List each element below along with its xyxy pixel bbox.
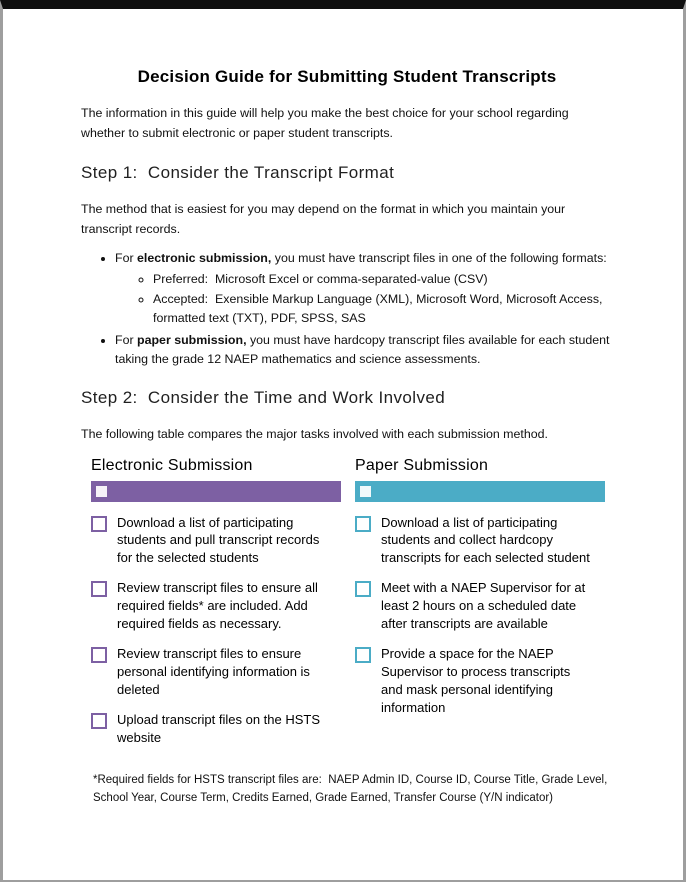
electronic-column [91,457,341,747]
paper-column [355,457,605,747]
task-item-electronic-2 [91,579,341,633]
bullet-text-rest: you must have hardcopy transcript files available for each student taking the grade 12 NAEP mathematics and science assessments. [115,332,610,366]
paper-color-bar [355,481,605,502]
checkbox-icon [355,581,371,597]
page-title: Decision Guide for Submitting Student Transcripts [137,67,557,86]
task-item-paper-2 [355,579,605,633]
task-text: Review transcript files to ensure personal identifying information is deleted [117,646,310,698]
intro-paragraph: The information in this guide will help you make the best choice for your school regarding whether to submit electronic or paper student transcripts. [81,106,569,141]
step2-heading: Step 2: Consider the Time and Work Involved [81,388,446,408]
electronic-color-bar [91,481,341,502]
bar-square-icon [96,486,107,497]
electronic-column-header: Electronic Submission [91,456,253,474]
bullet-text-bold: electronic submission, [137,251,272,266]
checkbox-icon [91,713,107,729]
task-text: Review transcript files to ensure all required fields* are included. Add required fields as necessary. [117,580,318,632]
format-bullet-list [81,249,613,368]
sub-bullet-preferred: ◦ Preferred: Microsoft Excel or comma-separated-value (CSV) [153,270,605,289]
checkbox-icon [355,516,371,532]
paper-column-header: Paper Submission [355,456,489,474]
comparison-columns [91,457,613,747]
format-sub-bullet-list [115,270,605,328]
bullet-text-prefix: For [115,332,138,347]
bullet-text-prefix: For [115,251,138,266]
sub-bullet-accepted: ◦ Accepted: Exensible Markup Language (XML), Microsoft Word, Microsoft Access, formatted text (TXT), PDF, SPSS, SAS [153,290,605,328]
checkbox-icon [91,581,107,597]
task-item-electronic-3 [91,645,341,699]
step1-heading: Step 1: Consider the Transcript Format [81,163,395,183]
checkbox-icon [355,647,371,663]
step2-intro: The following table compares the major tasks involved with each submission method. [81,427,548,442]
task-item-paper-1 [355,514,605,568]
bullet-electronic-submission [115,249,613,327]
step1-intro: The method that is easiest for you may depend on the format in which you maintain your transcript records. [81,202,566,237]
task-item-electronic-4 [91,711,341,747]
task-text: Meet with a NAEP Supervisor for at least 2 hours on a scheduled date after transcripts are available [381,580,586,632]
task-item-paper-3 [355,645,605,717]
document-content [3,9,683,808]
footnote: *Required fields for HSTS transcript files are: NAEP Admin ID, Course ID, Course Title, Grade Level, School Year, Course Term, Credits Earned, Grade Earned, Transfer Course (Y/N indicator) [93,773,611,805]
bullet-text-bold: paper submission, [137,332,247,347]
task-text: Upload transcript files on the HSTS website [117,711,321,745]
checkbox-icon [91,647,107,663]
bullet-paper-submission [115,331,613,369]
checkbox-icon [91,516,107,532]
bar-square-icon [360,486,371,497]
task-text: Provide a space for the NAEP Supervisor to process transcripts and mask personal identifying information [381,646,571,715]
task-text: Download a list of participating students and collect hardcopy transcripts for each selected student [381,514,590,566]
task-text: Download a list of participating students and pull transcript records for the selected students [117,514,320,566]
bullet-text-rest: you must have transcript files in one of the following formats: [271,251,607,266]
task-item-electronic-1 [91,514,341,568]
